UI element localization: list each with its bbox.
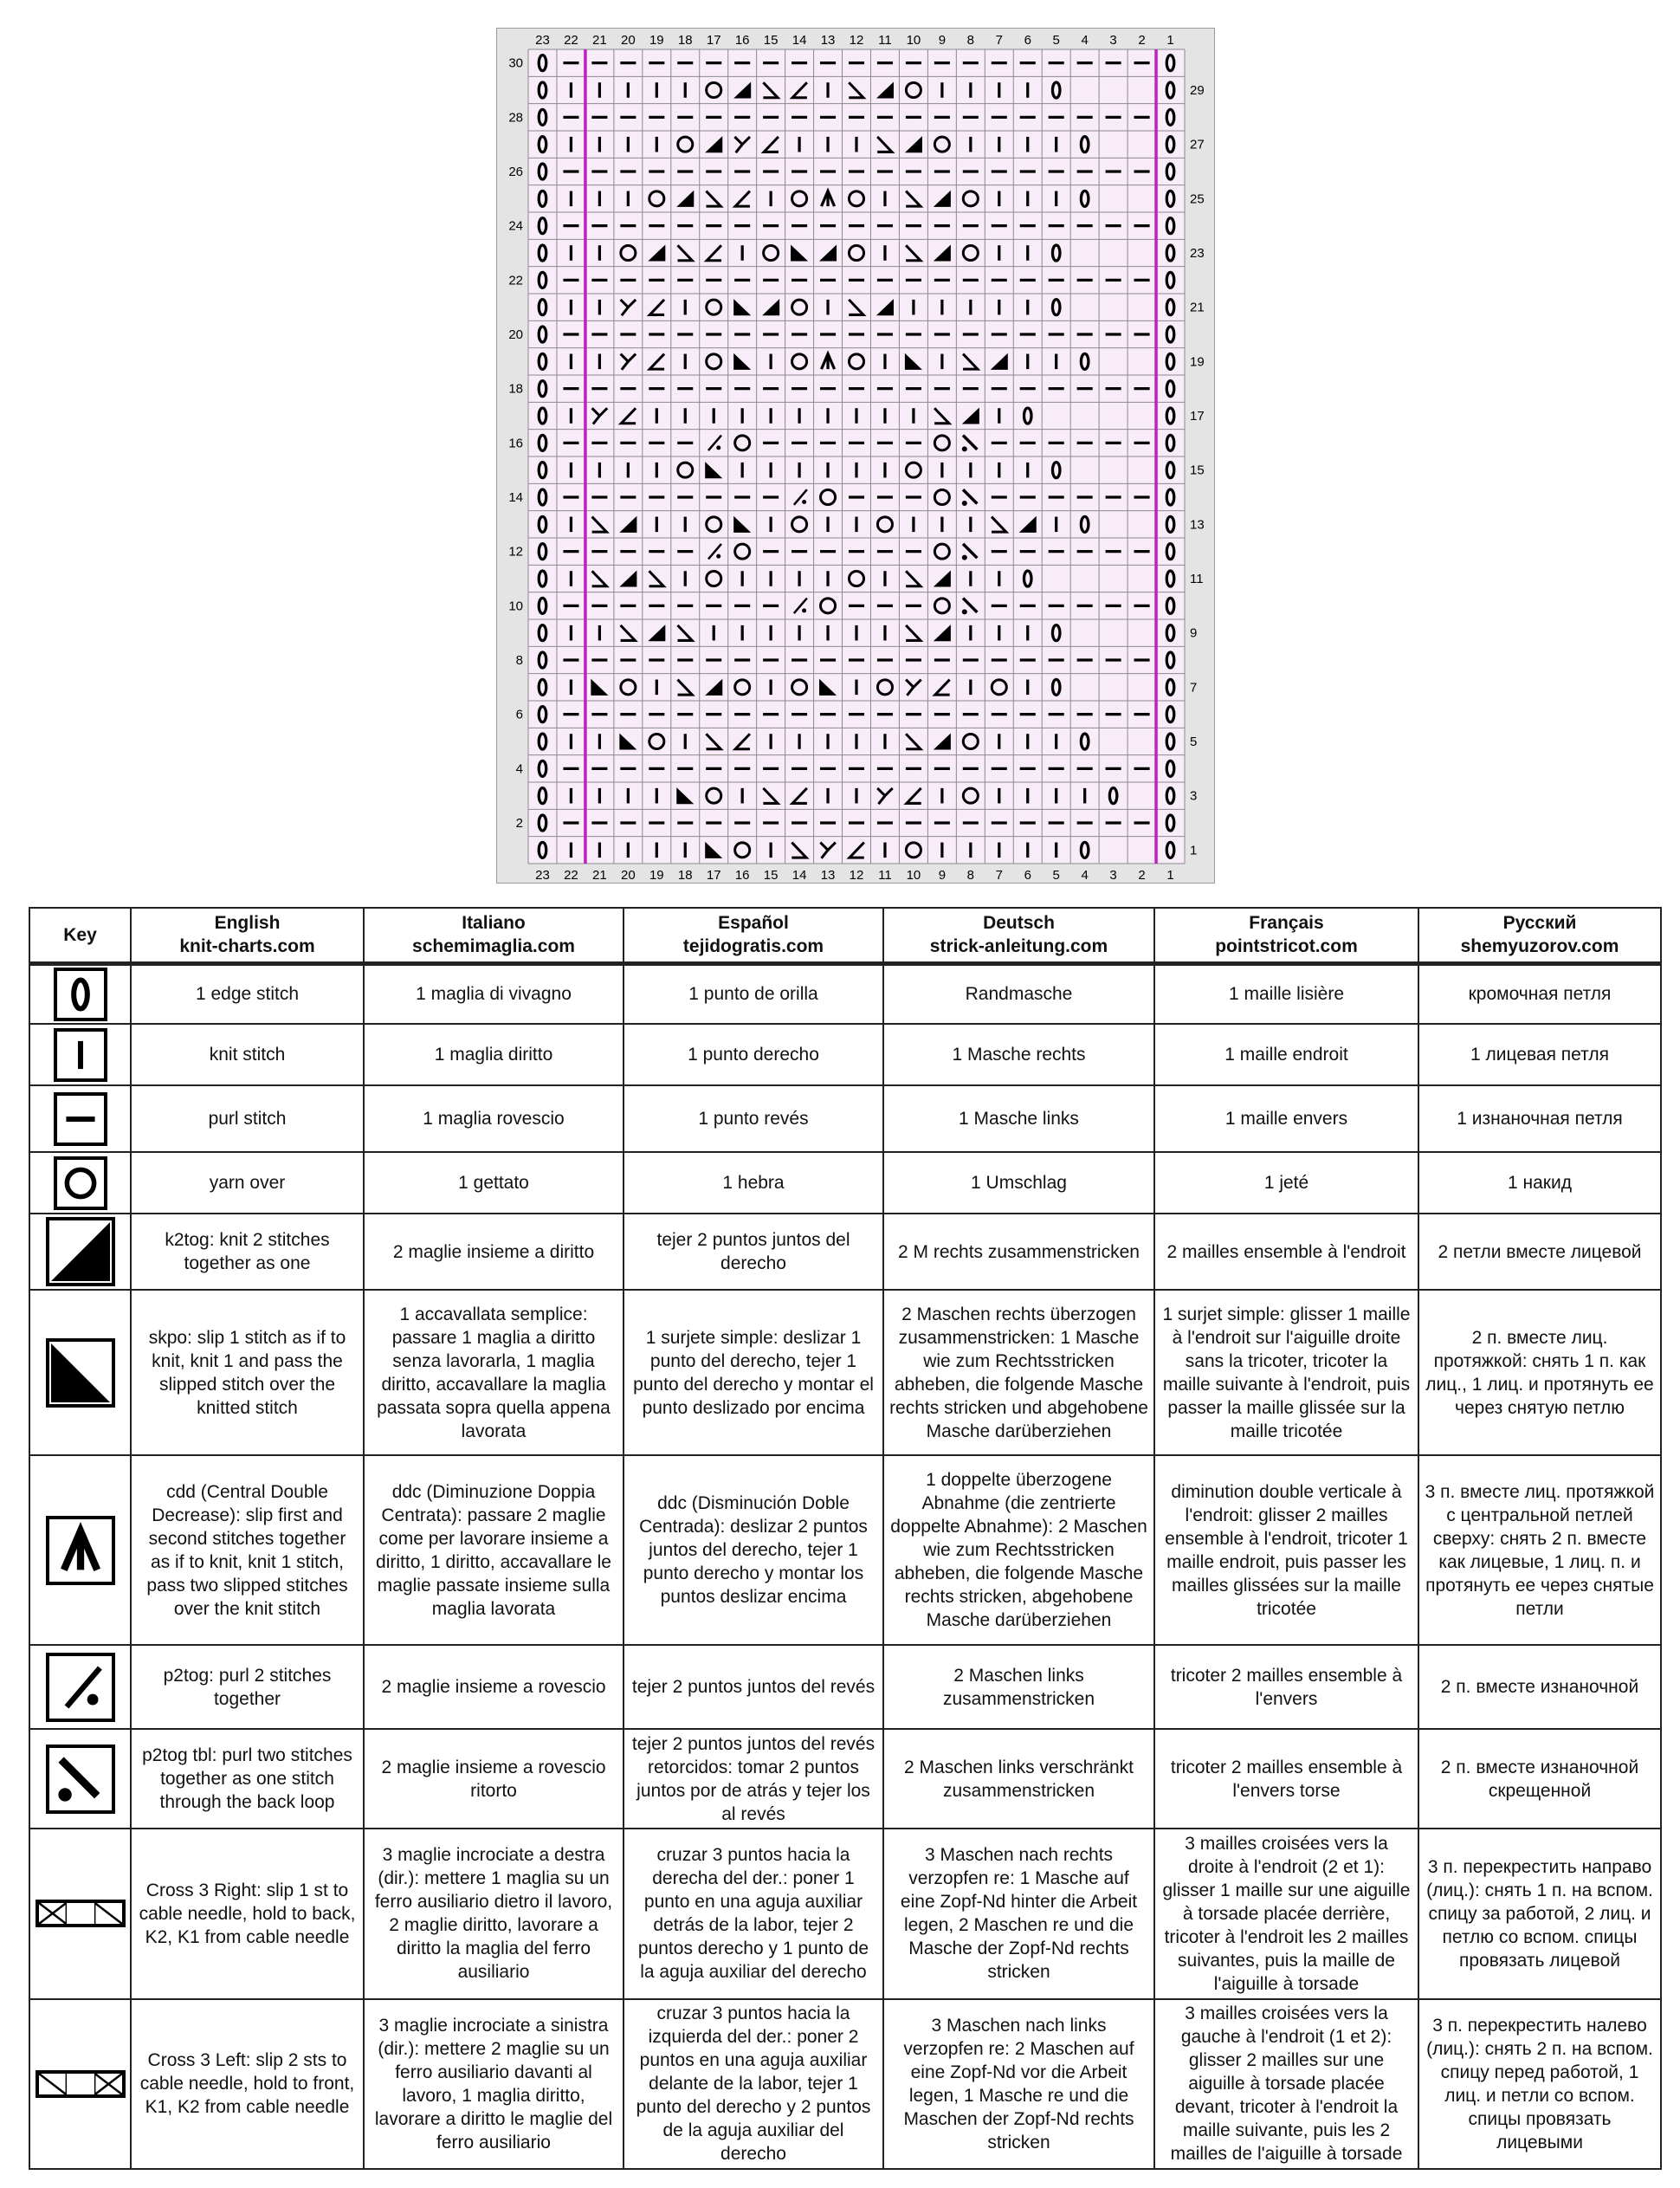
key-symbol-cell [29,1645,131,1730]
key-description-cell: tricoter 2 mailles ensemble à l'envers torse [1154,1729,1418,1829]
column-number-bottom: 6 [1024,868,1031,883]
row-number-left: 22 [508,273,523,288]
key-description-cell: 3 п. перекрестить направо (лиц.): снять 1 п. на вспом. спицу за работой, 2 лиц. и петлю со вспом. спицы провязать лицевой [1418,1829,1661,1998]
column-number-top: 17 [706,33,721,48]
row-number-right: 29 [1190,83,1205,98]
knitting-chart [496,28,1215,884]
header-language: Italiano [462,913,526,934]
row-number-left: 2 [515,816,523,831]
knit-stitch-icon [54,1028,107,1082]
header-website: pointstricot.com [1215,936,1358,957]
column-number-top: 9 [938,33,947,48]
column-number-bottom: 3 [1109,868,1117,883]
key-column-header [29,908,131,963]
key-description-cell: кромочная петля [1418,963,1661,1024]
key-description-cell: 1 punto de orilla [624,963,883,1024]
header-website: schemimaglia.com [412,936,575,957]
row-number-right: 11 [1190,572,1204,586]
key-row [29,1455,1661,1644]
key-description-cell: Cross 3 Left: slip 2 sts to cable needle, hold to front, K1, K2 from cable needle [131,1999,364,2169]
column-number-bottom: 19 [649,868,664,883]
column-number-bottom: 9 [938,868,947,883]
key-description-cell: 1 maille lisière [1154,963,1418,1024]
key-symbol-cell [29,1214,131,1290]
header-language: Español [718,913,789,934]
key-description-cell: 3 п. перекрестить налево (лиц.): снять 2 п. на вспом. спицу перед работой, 1 лиц. и петли со вспом. спицы провязать лицевыми [1418,1999,1661,2169]
key-description-cell: 3 mailles croisées vers la gauche à l'endroit (1 et 2): glisser 2 mailles sur une aiguille à torsade placée devant, tricoter à l'endroit la maille suivante, puis les 2 mailles de l'aiguille à torsade [1154,1999,1418,2169]
cross-3-right-icon [36,1900,126,1927]
header-language: English [214,913,281,934]
key-description-cell: ddc (Disminución Doble Centrada): deslizar 2 puntos juntos del derecho, tejer 1 punto derecho y montar los puntos deslizar encima [624,1455,883,1644]
column-number-bottom: 12 [849,868,864,883]
column-number-top: 3 [1109,33,1117,48]
row-number-right: 13 [1190,517,1205,533]
column-number-bottom: 4 [1081,868,1089,883]
key-row [29,1645,1661,1730]
column-number-bottom: 2 [1138,868,1146,883]
key-description-cell: 1 doppelte überzogene Abnahme (die zentrierte doppelte Abnahme): 2 Maschen wie zum Rechtsstricken abheben, die folgende Masche rechts stricken, abgehobene Masche darüberziehen [883,1455,1154,1644]
key-description-cell: 1 surjete simple: deslizar 1 punto del derecho, tejer 1 punto del derecho y montar el punto deslizado por encima [624,1290,883,1455]
column-number-top: 20 [621,33,636,48]
key-description-cell: cruzar 3 puntos hacia la izquierda del der.: poner 2 puntos en una aguja auxiliar delante de la labor, tejer 1 punto del derecho y 2 puntos de la aguja auxiliar del derecho [624,1999,883,2169]
purl-stitch-icon [54,1092,107,1146]
language-column-header [131,908,364,963]
edge-stitch-icon [54,968,107,1021]
header-language: Русский [1502,913,1577,934]
header-website: tejidogratis.com [682,936,824,957]
key-description-cell: 1 jeté [1154,1152,1418,1214]
key-row [29,1152,1661,1214]
column-number-top: 15 [763,33,779,48]
row-number-right: 19 [1190,354,1205,370]
key-description-cell: 1 punto revés [624,1085,883,1152]
column-number-top: 2 [1138,33,1146,48]
column-number-bottom: 5 [1052,868,1060,883]
column-number-top: 4 [1081,33,1089,48]
header-language: Key [63,924,97,945]
header-website: shemyuzorov.com [1460,936,1619,957]
key-description-cell: tricoter 2 mailles ensemble à l'envers [1154,1645,1418,1730]
column-number-top: 18 [677,33,693,48]
yarn-over-icon [54,1156,107,1210]
key-description-cell: Randmasche [883,963,1154,1024]
key-row [29,963,1661,1024]
key-symbol-cell [29,1290,131,1455]
key-description-cell: yarn over [131,1152,364,1214]
key-description-cell: Cross 3 Right: slip 1 st to cable needle, hold to back, K2, K1 from cable needle [131,1829,364,1998]
key-description-cell: 2 maglie insieme a diritto [364,1214,624,1290]
header-website: knit-charts.com [179,936,315,957]
stitch-key-table [29,907,1662,2170]
key-description-cell: 2 maglie insieme a rovescio ritorto [364,1729,624,1829]
row-number-left: 8 [515,653,523,668]
key-table-header [29,908,1661,963]
key-description-cell: 2 mailles ensemble à l'endroit [1154,1214,1418,1290]
column-number-top: 12 [849,33,864,48]
key-symbol-cell [29,1152,131,1214]
key-row [29,1085,1661,1152]
column-number-bottom: 21 [592,868,607,883]
chart-grid [497,29,1216,884]
key-description-cell: skpo: slip 1 stitch as if to knit, knit 1 and pass the slipped stitch over the knitted stitch [131,1290,364,1455]
column-number-bottom: 17 [706,868,721,883]
key-description-cell: 1 maglia di vivagno [364,963,624,1024]
row-number-right: 3 [1190,788,1198,804]
key-description-cell: 1 изнаночная петля [1418,1085,1661,1152]
row-number-left: 6 [515,707,523,722]
key-description-cell: 1 accavallata semplice: passare 1 maglia a diritto senza lavorarla, 1 maglia diritto, accavallare la maglia passata sopra quella appena lavorata [364,1290,624,1455]
key-description-cell: 2 п. вместе изнаночной [1418,1645,1661,1730]
column-number-bottom: 23 [535,868,550,883]
key-description-cell: 2 петли вместе лицевой [1418,1214,1661,1290]
row-number-right: 1 [1190,843,1198,858]
column-number-top: 5 [1052,33,1060,48]
header-language: Deutsch [983,913,1055,934]
row-number-right: 9 [1190,625,1198,641]
key-description-cell: 1 edge stitch [131,963,364,1024]
p2tog-icon [46,1653,115,1722]
column-number-top: 19 [649,33,664,48]
key-description-cell: 3 Maschen nach links verzopfen re: 2 Maschen auf eine Zopf-Nd vor die Arbeit legen, 1 Masche re und die Maschen der Zopf-Nd rechts stricken [883,1999,1154,2169]
key-symbol-cell [29,1829,131,1998]
column-number-bottom: 15 [763,868,779,883]
column-number-top: 21 [592,33,607,48]
row-number-left: 14 [508,490,523,505]
key-description-cell: 1 лицевая петля [1418,1024,1661,1085]
key-symbol-cell [29,1085,131,1152]
key-description-cell: 1 maglia diritto [364,1024,624,1085]
language-column-header [364,908,624,963]
column-number-bottom: 7 [995,868,1003,883]
language-column-header [1418,908,1661,963]
skpo-icon [46,1338,115,1408]
key-symbol-cell [29,963,131,1024]
key-description-cell: 1 gettato [364,1152,624,1214]
key-symbol-cell [29,1729,131,1829]
row-number-right: 27 [1190,137,1205,152]
column-number-top: 1 [1166,33,1174,48]
row-number-right: 21 [1190,300,1205,315]
row-number-right: 17 [1190,409,1205,424]
column-number-top: 23 [535,33,550,48]
key-description-cell: tejer 2 puntos juntos del derecho [624,1214,883,1290]
key-table-body [29,963,1661,2169]
row-number-right: 15 [1190,463,1205,478]
key-description-cell: knit stitch [131,1024,364,1085]
column-number-top: 16 [734,33,750,48]
key-description-cell: 1 Umschlag [883,1152,1154,1214]
column-number-bottom: 18 [677,868,693,883]
column-number-bottom: 16 [734,868,750,883]
column-number-bottom: 1 [1166,868,1174,883]
cdd-icon [46,1516,115,1585]
key-description-cell: k2tog: knit 2 stitches together as one [131,1214,364,1290]
column-number-top: 6 [1024,33,1031,48]
key-description-cell: tejer 2 puntos juntos del revés retorcidos: tomar 2 puntos juntos por de atrás y tejer los al revés [624,1729,883,1829]
cross-3-left-icon [36,2070,126,2098]
key-symbol-cell [29,1455,131,1644]
column-number-bottom: 14 [792,868,807,883]
language-column-header [883,908,1154,963]
key-description-cell: 3 mailles croisées vers la droite à l'endroit (2 et 1): glisser 1 maille sur une aiguille à torsade placée derrière, tricoter à l'endroit les 2 mailles suivantes, puis la maille de l'aiguille à torsade [1154,1829,1418,1998]
key-description-cell: 2 maglie insieme a rovescio [364,1645,624,1730]
key-description-cell: 1 Masche rechts [883,1024,1154,1085]
key-description-cell: p2tog: purl 2 stitches together [131,1645,364,1730]
language-column-header [1154,908,1418,963]
key-row [29,1999,1661,2169]
key-description-cell: diminution double verticale à l'endroit: glisser 2 mailles ensemble à l'endroit, tricoter 1 maille endroit, puis passer les mailles glissées sur la maille tricotée [1154,1455,1418,1644]
key-description-cell: 1 maglia rovescio [364,1085,624,1152]
row-number-right: 23 [1190,246,1205,261]
column-number-top: 10 [906,33,921,48]
key-description-cell: ddc (Diminuzione Doppia Centrata): passare 2 maglie come per lavorare insieme a diritto, 1 diritto, accavallare le maglie passate insieme sulla maglia lavorata [364,1455,624,1644]
key-description-cell: cruzar 3 puntos hacia la derecha del der.: poner 1 punto en una aguja auxiliar detrás de la labor, tejer 2 puntos derecho y 1 punto de la aguja auxiliar del derecho [624,1829,883,1998]
column-number-top: 7 [995,33,1003,48]
column-number-top: 11 [878,33,892,48]
row-number-left: 26 [508,165,523,179]
row-number-left: 16 [508,436,523,451]
key-description-cell: 2 п. вместе лиц. протяжкой: снять 1 п. как лиц., 1 лиц. и протянуть ее через снятую петлю [1418,1290,1661,1455]
key-description-cell: 1 hebra [624,1152,883,1214]
key-description-cell: 3 maglie incrociate a destra (dir.): mettere 1 maglia su un ferro ausiliario dietro il lavoro, 2 maglie diritto, lavorare a diritto la maglia del ferro ausiliario [364,1829,624,1998]
language-column-header [624,908,883,963]
key-row [29,1214,1661,1290]
column-number-top: 22 [564,33,578,48]
key-row [29,1024,1661,1085]
key-description-cell: 2 Maschen links verschränkt zusammenstricken [883,1729,1154,1829]
column-number-bottom: 20 [621,868,636,883]
row-number-left: 10 [508,599,523,614]
header-website: strick-anleitung.com [929,936,1108,957]
key-symbol-cell [29,1024,131,1085]
row-number-left: 12 [508,544,523,560]
key-description-cell: 2 M rechts zusammenstricken [883,1214,1154,1290]
key-description-cell: 1 surjet simple: glisser 1 maille à l'endroit sur l'aiguille droite sans la tricoter, tricoter la maille suivante à l'endroit, puis passer la maille glissée sur la maille tricotée [1154,1290,1418,1455]
column-number-bottom: 22 [564,868,578,883]
column-number-bottom: 11 [878,868,892,883]
key-description-cell: 1 maille endroit [1154,1024,1418,1085]
row-number-right: 7 [1190,680,1198,696]
column-number-top: 14 [792,33,807,48]
row-number-left: 30 [508,55,523,71]
row-number-left: 20 [508,327,523,342]
key-description-cell: 1 накид [1418,1152,1661,1214]
row-number-left: 28 [508,110,523,126]
header-language: Français [1249,913,1324,934]
p2tog-tbl-icon [46,1745,115,1814]
key-row [29,1829,1661,1998]
key-description-cell: 3 п. вместе лиц. протяжкой с центральной петлей сверху: снять 2 п. вместе как лицевые, 1 лиц. п. и протянуть ее через снятые петли [1418,1455,1661,1644]
column-number-bottom: 8 [966,868,974,883]
row-number-right: 25 [1190,191,1205,207]
key-description-cell: cdd (Central Double Decrease): slip first and second stitches together as if to knit, knit 1 stitch, pass two slipped stitches over the knit stitch [131,1455,364,1644]
row-number-left: 4 [515,761,523,777]
key-row [29,1290,1661,1455]
key-description-cell: 2 Maschen rechts überzogen zusammenstricken: 1 Masche wie zum Rechtsstricken abheben, die folgende Masche rechts stricken und abgehobene Masche darüberziehen [883,1290,1154,1455]
key-description-cell: 1 maille envers [1154,1085,1418,1152]
row-number-left: 24 [508,218,523,234]
row-number-left: 18 [508,381,523,397]
key-description-cell: 3 Maschen nach rechts verzopfen re: 1 Masche auf eine Zopf-Nd hinter die Arbeit legen, 2 Maschen re und die Masche der Zopf-Nd rechts stricken [883,1829,1154,1998]
key-description-cell: purl stitch [131,1085,364,1152]
key-symbol-cell [29,1999,131,2169]
key-description-cell: 1 punto derecho [624,1024,883,1085]
key-row [29,1729,1661,1829]
key-description-cell: 3 maglie incrociate a sinistra (dir.): mettere 2 maglie su un ferro ausiliario davanti al lavoro, 1 maglia diritto, lavorare a diritto le maglie del ferro ausiliario [364,1999,624,2169]
key-description-cell: 2 п. вместе изнаночной скрещенной [1418,1729,1661,1829]
key-description-cell: p2tog tbl: purl two stitches together as one stitch through the back loop [131,1729,364,1829]
key-description-cell: 1 Masche links [883,1085,1154,1152]
column-number-top: 13 [820,33,836,48]
k2tog-icon [46,1217,115,1286]
row-number-right: 5 [1190,735,1198,749]
column-number-bottom: 10 [906,868,921,883]
column-number-bottom: 13 [820,868,836,883]
key-description-cell: 2 Maschen links zusammenstricken [883,1645,1154,1730]
key-description-cell: tejer 2 puntos juntos del revés [624,1645,883,1730]
column-number-top: 8 [966,33,974,48]
